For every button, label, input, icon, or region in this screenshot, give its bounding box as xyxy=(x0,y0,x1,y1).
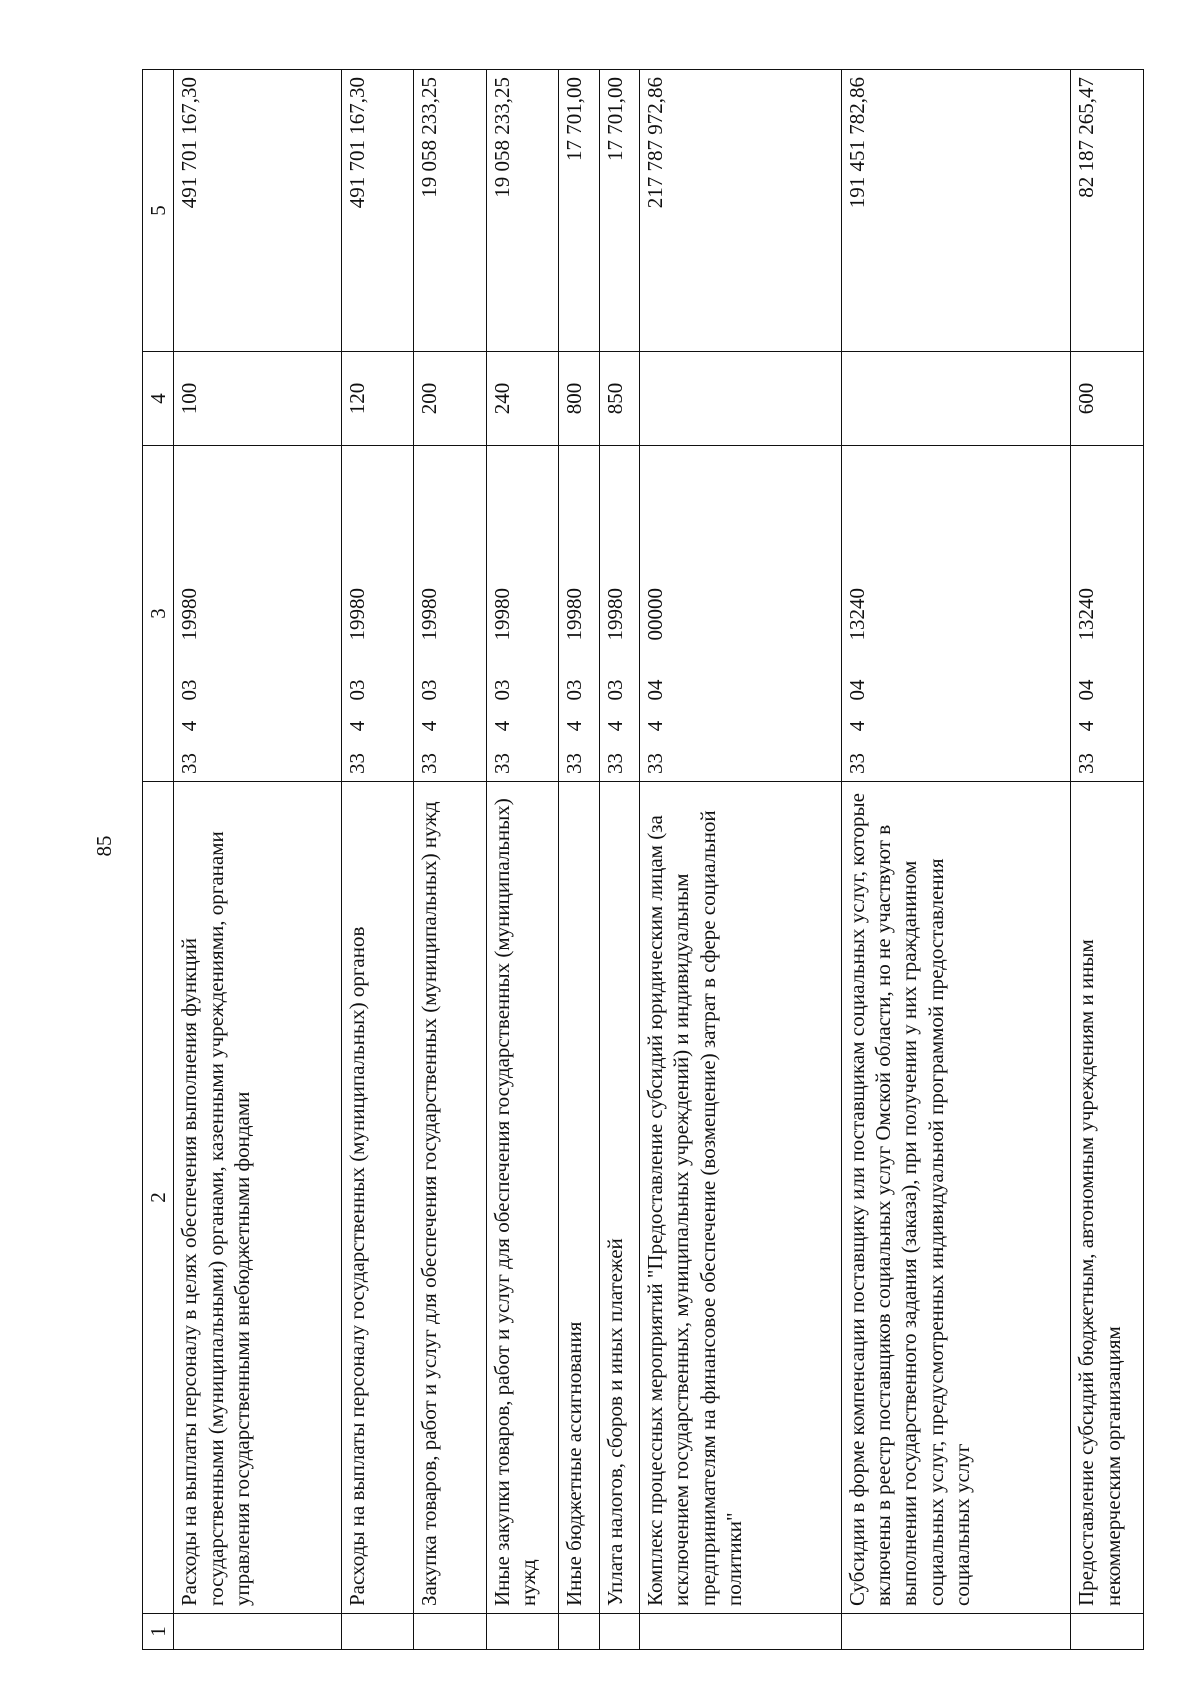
amount-cell: 19 058 233,25 xyxy=(486,70,559,352)
code-subprogram: 4 xyxy=(643,720,668,732)
code-direction: 13240 xyxy=(1074,588,1099,641)
code-subprogram: 4 xyxy=(602,720,627,732)
description-cell: Предоставление субсидий бюджетным, автономным учреждениям и иным некоммерческим организациям xyxy=(1071,782,1144,1614)
amount-cell: 17 701,00 xyxy=(559,70,599,352)
code-cell xyxy=(841,446,1070,782)
code-program: 33 xyxy=(643,753,668,774)
code-direction: 19980 xyxy=(489,588,514,641)
group-cell: 100 xyxy=(174,352,341,446)
code-program: 33 xyxy=(1074,753,1099,774)
group-cell: 240 xyxy=(486,352,559,446)
code-subprogram: 4 xyxy=(1074,720,1099,732)
table-row xyxy=(599,70,639,1650)
code-cell xyxy=(174,446,341,782)
header-cell-4: 4 xyxy=(143,352,174,446)
header-row xyxy=(143,70,174,1650)
code-measure: 03 xyxy=(489,679,514,701)
code-program: 33 xyxy=(417,753,442,774)
code-direction: 00000 xyxy=(643,588,668,641)
row-number-cell xyxy=(1071,1614,1144,1650)
description-cell: Иные закупки товаров, работ и услуг для обеспечения государственных (муниципальных) нужд xyxy=(486,782,559,1614)
code-program: 33 xyxy=(602,753,627,774)
row-number-cell xyxy=(486,1614,559,1650)
code-subprogram: 4 xyxy=(417,720,442,732)
code-measure: 04 xyxy=(844,679,869,701)
code-measure: 03 xyxy=(344,679,369,701)
table-row xyxy=(414,70,487,1650)
amount-cell: 191 451 782,86 xyxy=(841,70,1070,352)
amount-cell: 17 701,00 xyxy=(599,70,639,352)
code-subprogram: 4 xyxy=(177,720,202,732)
code-direction: 19980 xyxy=(602,588,627,641)
budget-table xyxy=(142,69,1144,1650)
code-cell xyxy=(599,446,639,782)
row-number-cell xyxy=(341,1614,414,1650)
group-cell: 800 xyxy=(559,352,599,446)
code-program: 33 xyxy=(844,753,869,774)
code-cell xyxy=(414,446,487,782)
code-measure: 04 xyxy=(643,679,668,701)
code-program: 33 xyxy=(344,753,369,774)
code-measure: 03 xyxy=(562,679,587,701)
code-program: 33 xyxy=(177,753,202,774)
row-number-cell xyxy=(174,1614,341,1650)
code-measure: 03 xyxy=(177,679,202,701)
budget-table-container xyxy=(142,70,1144,1650)
group-cell xyxy=(841,352,1070,446)
code-program: 33 xyxy=(562,753,587,774)
description-cell: Закупка товаров, работ и услуг для обеспечения государственных (муниципальных) нужд xyxy=(414,782,487,1614)
row-number-cell xyxy=(599,1614,639,1650)
group-cell: 600 xyxy=(1071,352,1144,446)
description-cell: Расходы на выплаты персоналу в целях обеспечения выполнения функций государственными (муниципальными) органами, казенными учреждениями, органами управления государственными внебюджетными фондами xyxy=(174,782,341,1614)
description-cell: Иные бюджетные ассигнования xyxy=(559,782,599,1614)
header-cell-2: 2 xyxy=(143,782,174,1614)
code-direction: 19980 xyxy=(417,588,442,641)
amount-cell: 491 701 167,30 xyxy=(341,70,414,352)
group-cell: 850 xyxy=(599,352,639,446)
description-cell: Комплекс процессных мероприятий "Предоставление субсидий юридическим лицам (за исключением государственных, муниципальных учреждений) и индивидуальным предпринимателям на финансовое обеспечение (возмещение) затрат в сфере социальной политики" xyxy=(640,782,842,1614)
header-cell-5: 5 xyxy=(143,70,174,352)
code-direction: 19980 xyxy=(562,588,587,641)
code-direction: 13240 xyxy=(844,588,869,641)
amount-cell: 82 187 265,47 xyxy=(1071,70,1144,352)
table-row xyxy=(1071,70,1144,1650)
code-cell xyxy=(640,446,842,782)
amount-cell: 19 058 233,25 xyxy=(414,70,487,352)
group-cell: 120 xyxy=(341,352,414,446)
code-measure: 04 xyxy=(1074,679,1099,701)
table-row xyxy=(341,70,414,1650)
amount-cell: 217 787 972,86 xyxy=(640,70,842,352)
group-cell xyxy=(640,352,842,446)
code-measure: 03 xyxy=(602,679,627,701)
code-measure: 03 xyxy=(417,679,442,701)
header-cell-1: 1 xyxy=(143,1614,174,1650)
table-row xyxy=(174,70,341,1650)
code-subprogram: 4 xyxy=(344,720,369,732)
code-cell xyxy=(1071,446,1144,782)
code-cell xyxy=(559,446,599,782)
code-direction: 19980 xyxy=(177,588,202,641)
code-cell xyxy=(341,446,414,782)
table-row xyxy=(486,70,559,1650)
page-number: 85 xyxy=(92,835,116,857)
table-row xyxy=(640,70,842,1650)
code-direction: 19980 xyxy=(344,588,369,641)
code-subprogram: 4 xyxy=(562,720,587,732)
description-cell: Расходы на выплаты персоналу государственных (муниципальных) органов xyxy=(341,782,414,1614)
code-cell xyxy=(486,446,559,782)
header-cell-3: 3 xyxy=(143,446,174,782)
row-number-cell xyxy=(414,1614,487,1650)
row-number-cell xyxy=(841,1614,1070,1650)
amount-cell: 491 701 167,30 xyxy=(174,70,341,352)
code-subprogram: 4 xyxy=(489,720,514,732)
code-program: 33 xyxy=(489,753,514,774)
row-number-cell xyxy=(640,1614,842,1650)
group-cell: 200 xyxy=(414,352,487,446)
description-cell: Субсидии в форме компенсации поставщику или поставщикам социальных услуг, которые включены в реестр поставщиков социальных услуг Омской области, но не участвуют в выполнении государственного задания (заказа), при получении у них гражданином социальных услуг, предусмотренных индивидуальной программой предоставления социальных услуг xyxy=(841,782,1070,1614)
code-subprogram: 4 xyxy=(844,720,869,732)
description-cell: Уплата налогов, сборов и иных платежей xyxy=(599,782,639,1614)
table-row xyxy=(559,70,599,1650)
row-number-cell xyxy=(559,1614,599,1650)
table-row xyxy=(841,70,1070,1650)
